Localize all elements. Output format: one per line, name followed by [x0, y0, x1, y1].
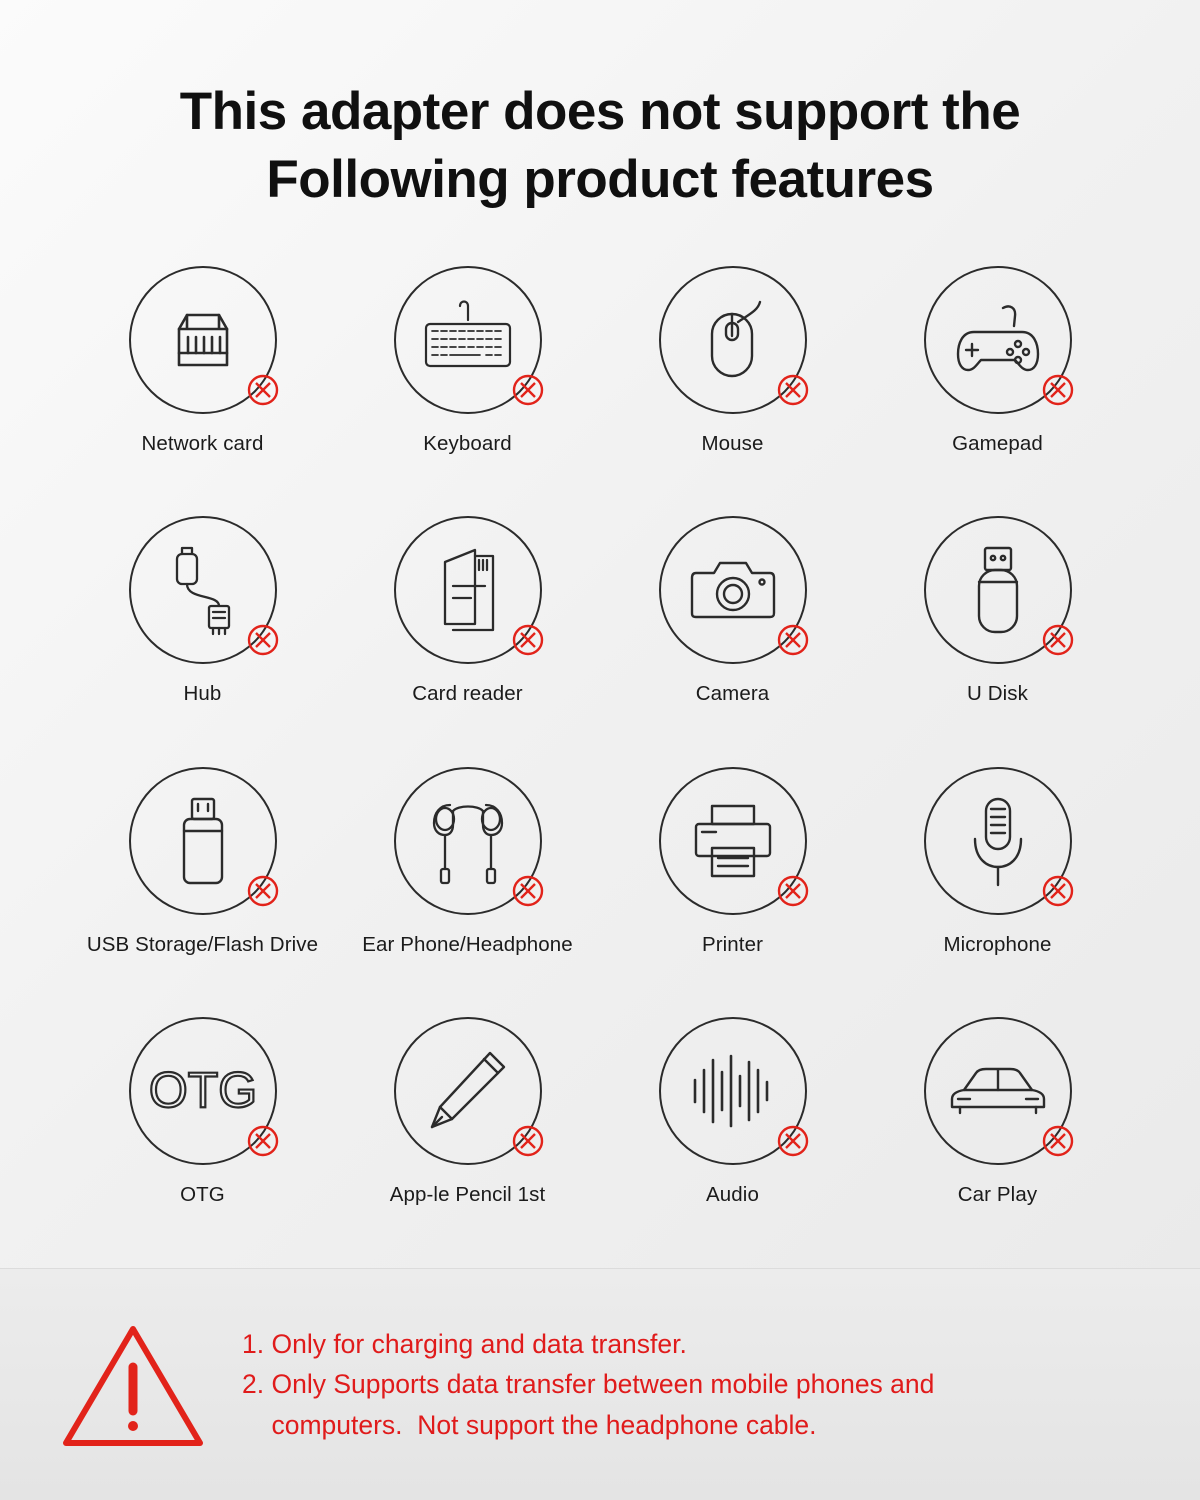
title-line-2: Following product features: [266, 149, 934, 209]
ban-icon: [1040, 372, 1076, 408]
icon-wrap: [394, 266, 542, 414]
feature-item-pencil: [335, 1017, 600, 1268]
note-line-3: computers. Not support the headphone cable.: [242, 1409, 817, 1440]
feature-item-audio: [600, 1017, 865, 1268]
feature-item-hub: [70, 516, 335, 767]
ban-icon: [1040, 873, 1076, 909]
ban-icon: [510, 1123, 546, 1159]
ban-icon: [775, 372, 811, 408]
feature-label: Gamepad: [952, 431, 1043, 455]
note-line-1: 1. Only for charging and data transfer.: [242, 1329, 687, 1360]
icon-wrap: [129, 516, 277, 664]
feature-label: Camera: [695, 682, 770, 706]
title-line-1: This adapter does not support the: [179, 82, 1021, 141]
notes-list: [242, 1324, 934, 1445]
feature-item-otg: [70, 1017, 335, 1268]
icon-wrap: [129, 767, 277, 915]
feature-item-earphone: [335, 767, 600, 1018]
icon-wrap: [924, 1017, 1072, 1165]
feature-item-usb-storage: [70, 767, 335, 1018]
icon-wrap: [659, 516, 807, 664]
ban-icon: [245, 372, 281, 408]
feature-item-keyboard: [335, 266, 600, 517]
feature-item-camera: [600, 516, 865, 767]
feature-label: Mouse: [701, 431, 764, 455]
ban-icon: [510, 873, 546, 909]
icon-wrap: [659, 767, 807, 915]
feature-item-card-reader: [335, 516, 600, 767]
feature-item-microphone: [865, 767, 1130, 1018]
feature-label: Audio: [706, 1183, 759, 1207]
feature-label: App-le Pencil 1st: [389, 1183, 546, 1207]
icon-wrap: [659, 1017, 807, 1165]
feature-item-u-disk: [865, 516, 1130, 767]
feature-item-printer: [600, 767, 865, 1018]
icon-wrap: [394, 516, 542, 664]
ban-icon: [1040, 1123, 1076, 1159]
feature-label: Network card: [141, 431, 264, 455]
feature-label: USB Storage/Flash Drive: [86, 932, 319, 956]
icon-wrap: [394, 767, 542, 915]
feature-label: Printer: [701, 932, 764, 956]
svg-text:OTG: OTG: [148, 1062, 257, 1119]
ban-icon: [245, 622, 281, 658]
feature-item-car-play: [865, 1017, 1130, 1268]
icon-wrap: [924, 516, 1072, 664]
ban-icon: [1040, 622, 1076, 658]
ban-icon: [245, 873, 281, 909]
feature-label: Microphone: [943, 932, 1052, 956]
icon-wrap: [924, 767, 1072, 915]
note-line-2: 2. Only Supports data transfer between mobile phones and: [242, 1369, 935, 1400]
feature-grid: [0, 214, 1200, 1268]
ban-icon: [775, 1123, 811, 1159]
feature-label: Keyboard: [423, 431, 512, 455]
feature-label: Car Play: [957, 1183, 1038, 1207]
feature-item-network-card: [70, 266, 335, 517]
feature-item-mouse: [600, 266, 865, 517]
feature-label: Card reader: [412, 682, 523, 706]
feature-label: Hub: [183, 682, 222, 706]
icon-wrap: [924, 266, 1072, 414]
icon-wrap: [659, 266, 807, 414]
ban-icon: [510, 622, 546, 658]
feature-label: OTG: [180, 1183, 225, 1207]
ban-icon: [245, 1123, 281, 1159]
ban-icon: [775, 873, 811, 909]
page-title: [0, 0, 1200, 214]
icon-wrap: [394, 1017, 542, 1165]
warning-triangle-icon: [58, 1319, 208, 1451]
feature-item-gamepad: [865, 266, 1130, 517]
feature-label: Ear Phone/Headphone: [362, 932, 573, 956]
ban-icon: [775, 622, 811, 658]
icon-wrap: [129, 1017, 277, 1165]
feature-label: U Disk: [967, 682, 1028, 706]
icon-wrap: [129, 266, 277, 414]
ban-icon: [510, 372, 546, 408]
footer-notes: [0, 1268, 1200, 1500]
